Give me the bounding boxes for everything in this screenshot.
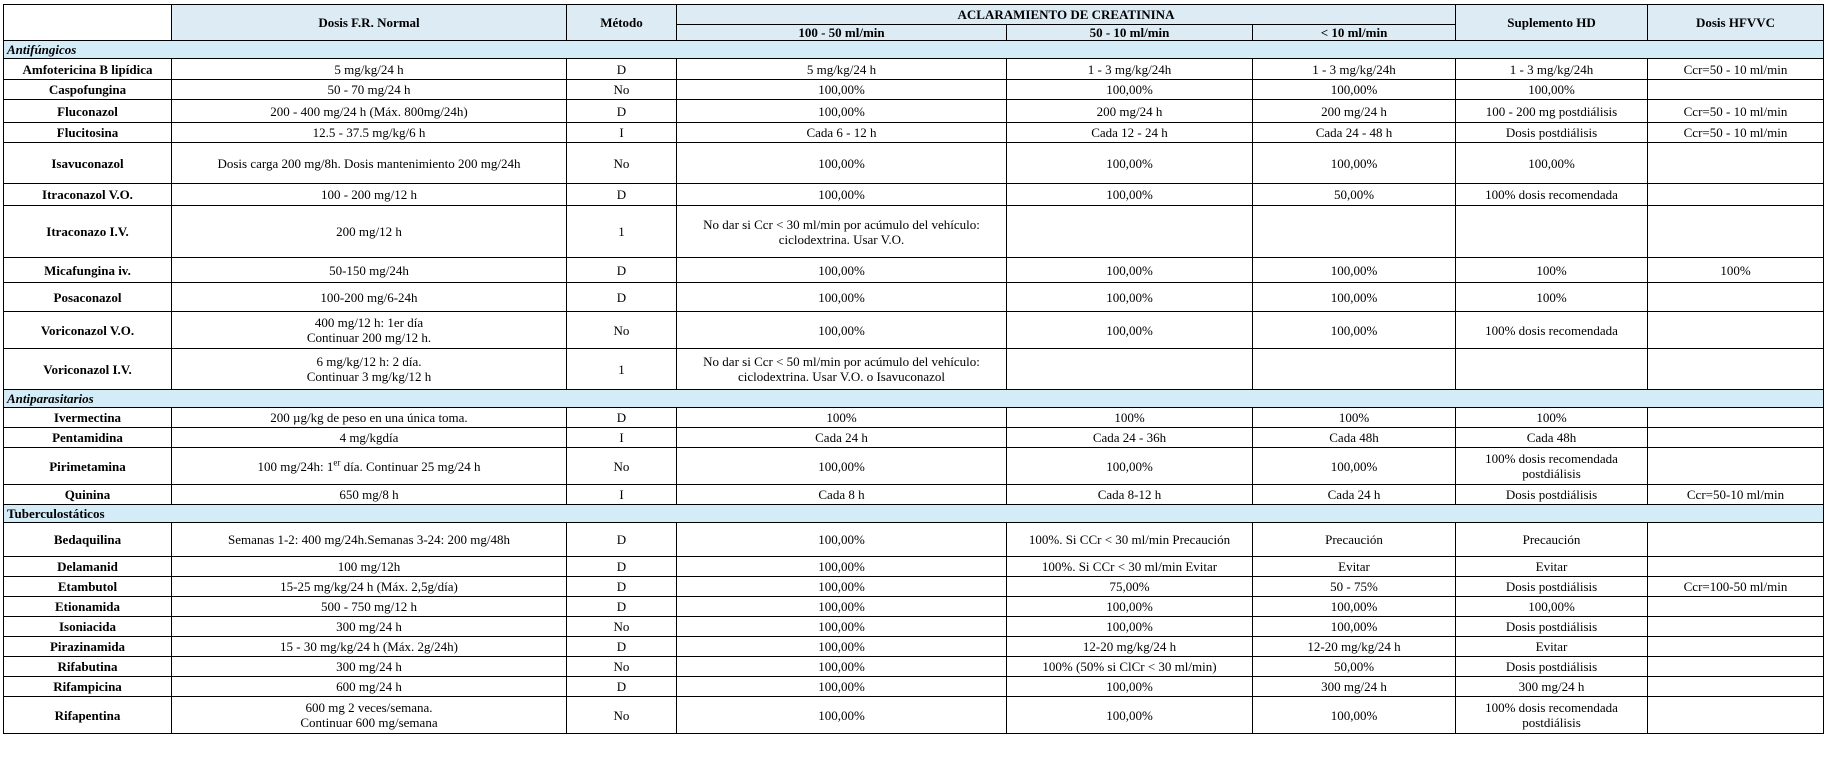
ccr-100-50: 100,00%: [677, 100, 1007, 123]
ccr-lt10: 100,00%: [1253, 448, 1456, 485]
table-row: [4, 523, 1824, 557]
section-label: Tuberculostáticos: [7, 506, 105, 521]
normal-dose: 4 mg/kgdía: [172, 428, 567, 448]
hfvvc-dose: Ccr=50 - 10 ml/min: [1648, 59, 1824, 80]
ccr-50-10: 100%: [1007, 408, 1253, 428]
ccr-lt10: 100,00%: [1253, 258, 1456, 283]
section-row: [4, 390, 1824, 408]
hd-supplement: Dosis postdiálisis: [1456, 617, 1648, 637]
table-row: [4, 577, 1824, 597]
hd-supplement: Evitar: [1456, 557, 1648, 577]
drug-name: Amfotericina B lipídica: [4, 59, 172, 80]
section-antifungicos: [4, 41, 1824, 59]
ccr-100-50: 100,00%: [677, 258, 1007, 283]
hd-supplement: 300 mg/24 h: [1456, 677, 1648, 697]
ccr-50-10: 100,00%: [1007, 143, 1253, 184]
method: No: [567, 617, 677, 637]
method: D: [567, 557, 677, 577]
hfvvc-dose: [1648, 597, 1824, 617]
table-row: [4, 283, 1824, 312]
ccr-lt10: 100,00%: [1253, 597, 1456, 617]
ccr-100-50: 100,00%: [677, 637, 1007, 657]
hd-supplement: Cada 48h: [1456, 428, 1648, 448]
table-row: [4, 312, 1824, 349]
drug-name: Itraconazo I.V.: [4, 206, 172, 258]
method: No: [567, 312, 677, 349]
normal-dose: Semanas 1-2: 400 mg/24h.Semanas 3-24: 200 mg/48h: [172, 523, 567, 557]
drug-name: Rifampicina: [4, 677, 172, 697]
normal-dose: [172, 349, 567, 390]
ccr-100-50: 100,00%: [677, 312, 1007, 349]
section-row: [4, 41, 1824, 59]
hfvvc-dose: [1648, 617, 1824, 637]
hfvvc-dose: [1648, 448, 1824, 485]
ccr-note: No dar si Ccr < 30 ml/min por acúmulo del vehículo: ciclodextrina. Usar V.O.: [677, 206, 1007, 258]
hd-supplement: 100 - 200 mg postdiálisis: [1456, 100, 1648, 123]
ccr-50-10: Cada 24 - 36h: [1007, 428, 1253, 448]
ccr-lt10: 50,00%: [1253, 657, 1456, 677]
hfvvc-dose: Ccr=50 - 10 ml/min: [1648, 100, 1824, 123]
method: D: [567, 184, 677, 206]
ccr-lt10: 100,00%: [1253, 143, 1456, 184]
ccr-lt10: 200 mg/24 h: [1253, 100, 1456, 123]
ccr-50-10: 100,00%: [1007, 448, 1253, 485]
hfvvc-dose: [1648, 697, 1824, 734]
ccr-50-10: 75,00%: [1007, 577, 1253, 597]
table-row: [4, 617, 1824, 637]
method: No: [567, 697, 677, 734]
normal-dose: 12.5 - 37.5 mg/kg/6 h: [172, 123, 567, 143]
table-row: [4, 677, 1824, 697]
hfvvc-dose: 100%: [1648, 258, 1824, 283]
hfvvc-dose: [1648, 80, 1824, 100]
ccr-100-50: 100,00%: [677, 184, 1007, 206]
hfvvc-dose: [1648, 312, 1824, 349]
normal-dose: Dosis carga 200 mg/8h. Dosis mantenimiento 200 mg/24h: [172, 143, 567, 184]
drug-name: Bedaquilina: [4, 523, 172, 557]
ccr-100-50: 100,00%: [677, 283, 1007, 312]
table-row: [4, 100, 1824, 123]
ccr-50-10: 100,00%: [1007, 597, 1253, 617]
dose-line: Continuar 600 mg/semana: [300, 715, 438, 730]
hfvvc-dose: [1648, 408, 1824, 428]
drug-name: Caspofungina: [4, 80, 172, 100]
hd-supplement: [1456, 349, 1648, 390]
ccr-100-50: 100,00%: [677, 80, 1007, 100]
normal-dose: [172, 312, 567, 349]
ccr-100-50: 100,00%: [677, 577, 1007, 597]
normal-dose: 200 mg/12 h: [172, 206, 567, 258]
ccr-lt10: Evitar: [1253, 557, 1456, 577]
hfvvc-dose: Ccr=50 - 10 ml/min: [1648, 123, 1824, 143]
ccr-50-10: 100,00%: [1007, 80, 1253, 100]
hfvvc-dose: [1648, 428, 1824, 448]
table-row: [4, 206, 1824, 258]
hd-supplement: Dosis postdiálisis: [1456, 657, 1648, 677]
hd-supplement: 100,00%: [1456, 80, 1648, 100]
dosing-table: [3, 4, 1824, 734]
hfvvc-dose: [1648, 184, 1824, 206]
ccr-50-10: 100,00%: [1007, 283, 1253, 312]
hd-supplement: 100%: [1456, 258, 1648, 283]
hfvvc-dose: [1648, 349, 1824, 390]
table-row: [4, 143, 1824, 184]
method: I: [567, 428, 677, 448]
ccr-100-50: 100,00%: [677, 557, 1007, 577]
ccr-50-10: [1007, 349, 1253, 390]
ccr-lt10: Precaución: [1253, 523, 1456, 557]
section-antiparasitarios: [4, 390, 1824, 408]
table-row: [4, 448, 1824, 485]
drug-name: Rifabutina: [4, 657, 172, 677]
ccr-lt10: 100,00%: [1253, 697, 1456, 734]
drug-name: Quinina: [4, 485, 172, 505]
hfvvc-dose: Ccr=50-10 ml/min: [1648, 485, 1824, 505]
ccr-lt10: 50 - 75%: [1253, 577, 1456, 597]
ccr-lt10: 100,00%: [1253, 617, 1456, 637]
table-row: [4, 637, 1824, 657]
normal-dose: 15 - 30 mg/kg/24 h (Máx. 2g/24h): [172, 637, 567, 657]
hfvvc-dose: [1648, 143, 1824, 184]
drug-name: Fluconazol: [4, 100, 172, 123]
ccr-50-10: 100,00%: [1007, 677, 1253, 697]
ccr-100-50: 100,00%: [677, 657, 1007, 677]
section-label: Antifúngicos: [7, 42, 77, 57]
ccr-50-10: Cada 8-12 h: [1007, 485, 1253, 505]
header-c50-10: 50 - 10 ml/min: [1007, 25, 1253, 41]
table-row: [4, 59, 1824, 80]
normal-dose: [172, 697, 567, 734]
header-hfvvc: Dosis HFVVC: [1648, 5, 1824, 41]
drug-name: Itraconazol V.O.: [4, 184, 172, 206]
method: No: [567, 80, 677, 100]
normal-dose: 500 - 750 mg/12 h: [172, 597, 567, 617]
ccr-100-50: 100,00%: [677, 697, 1007, 734]
drug-name: Voriconazol V.O.: [4, 312, 172, 349]
ccr-100-50: 100,00%: [677, 617, 1007, 637]
drug-name: Etionamida: [4, 597, 172, 617]
ccr-lt10: 12-20 mg/kg/24 h: [1253, 637, 1456, 657]
method: No: [567, 143, 677, 184]
table-row: [4, 657, 1824, 677]
normal-dose: 5 mg/kg/24 h: [172, 59, 567, 80]
ccr-50-10: 100,00%: [1007, 258, 1253, 283]
method: D: [567, 283, 677, 312]
section-tuberculostaticos: [4, 505, 1824, 523]
method: 1: [567, 206, 677, 258]
header-dosis: Dosis F.R. Normal: [172, 5, 567, 41]
method: D: [567, 100, 677, 123]
drug-name: Pirazinamida: [4, 637, 172, 657]
dose-text: 100 mg/24h: 1: [257, 458, 334, 474]
ccr-100-50: 100%: [677, 408, 1007, 428]
table-row: [4, 80, 1824, 100]
ccr-lt10: 100,00%: [1253, 312, 1456, 349]
table-row: [4, 123, 1824, 143]
method: D: [567, 59, 677, 80]
ccr-100-50: 100,00%: [677, 143, 1007, 184]
table-row: [4, 258, 1824, 283]
ccr-50-10: 100%. Si CCr < 30 ml/min Evitar: [1007, 557, 1253, 577]
ccr-100-50: 100,00%: [677, 448, 1007, 485]
method: No: [567, 448, 677, 485]
section-label: Antiparasitarios: [7, 391, 94, 406]
header-aclaramiento: ACLARAMIENTO DE CREATININA: [677, 5, 1456, 25]
ccr-50-10: 100,00%: [1007, 617, 1253, 637]
section-row: [4, 505, 1824, 523]
ccr-100-50: Cada 24 h: [677, 428, 1007, 448]
ccr-50-10: 100% (50% si ClCr < 30 ml/min): [1007, 657, 1253, 677]
header-c100-50: 100 - 50 ml/min: [677, 25, 1007, 41]
ccr-lt10: Cada 48h: [1253, 428, 1456, 448]
normal-dose: 300 mg/24 h: [172, 617, 567, 637]
drug-name: Etambutol: [4, 577, 172, 597]
ccr-lt10: [1253, 349, 1456, 390]
table-row: [4, 597, 1824, 617]
ccr-lt10: [1253, 206, 1456, 258]
drug-name: Pentamidina: [4, 428, 172, 448]
method: D: [567, 258, 677, 283]
normal-dose: 200 µg/kg de peso en una única toma.: [172, 408, 567, 428]
table-row: [4, 485, 1824, 505]
drug-name: Isavuconazol: [4, 143, 172, 184]
ccr-note: No dar si Ccr < 50 ml/min por acúmulo del vehículo: ciclodextrina. Usar V.O. o Isavuconazol: [677, 349, 1007, 390]
ccr-lt10: Cada 24 h: [1253, 485, 1456, 505]
normal-dose: 100 - 200 mg/12 h: [172, 184, 567, 206]
normal-dose: 300 mg/24 h: [172, 657, 567, 677]
ccr-100-50: 100,00%: [677, 677, 1007, 697]
ccr-50-10: Cada 12 - 24 h: [1007, 123, 1253, 143]
method: D: [567, 408, 677, 428]
hfvvc-dose: [1648, 523, 1824, 557]
hd-supplement: 100%: [1456, 283, 1648, 312]
ccr-50-10: 200 mg/24 h: [1007, 100, 1253, 123]
drug-name: Pirimetamina: [4, 448, 172, 485]
normal-dose: 50-150 mg/24h: [172, 258, 567, 283]
ccr-50-10: 100,00%: [1007, 312, 1253, 349]
hfvvc-dose: Ccr=100-50 ml/min: [1648, 577, 1824, 597]
dose-line: Continuar 200 mg/12 h.: [306, 330, 432, 345]
drug-name: Delamanid: [4, 557, 172, 577]
drug-name: Micafungina iv.: [4, 258, 172, 283]
table-row: [4, 408, 1824, 428]
normal-dose: 600 mg/24 h: [172, 677, 567, 697]
normal-dose: 200 - 400 mg/24 h (Máx. 800mg/24h): [172, 100, 567, 123]
normal-dose: [172, 448, 567, 485]
drug-name: Rifapentina: [4, 697, 172, 734]
table-row: [4, 184, 1824, 206]
method: D: [567, 637, 677, 657]
hd-supplement: Evitar: [1456, 637, 1648, 657]
ccr-100-50: 5 mg/kg/24 h: [677, 59, 1007, 80]
drug-name: Flucitosina: [4, 123, 172, 143]
normal-dose: 650 mg/8 h: [172, 485, 567, 505]
table-row: [4, 349, 1824, 390]
ccr-100-50: 100,00%: [677, 597, 1007, 617]
hd-supplement: 100%: [1456, 408, 1648, 428]
hfvvc-dose: [1648, 677, 1824, 697]
method: I: [567, 485, 677, 505]
ccr-lt10: Cada 24 - 48 h: [1253, 123, 1456, 143]
ccr-lt10: 100,00%: [1253, 283, 1456, 312]
ccr-lt10: 1 - 3 mg/kg/24h: [1253, 59, 1456, 80]
drug-name: Voriconazol I.V.: [4, 349, 172, 390]
ccr-50-10: 100%. Si CCr < 30 ml/min Precaución: [1007, 523, 1253, 557]
corner-cell: [4, 5, 172, 41]
hd-supplement: Dosis postdiálisis: [1456, 485, 1648, 505]
ccr-50-10: 100,00%: [1007, 697, 1253, 734]
hd-supplement: 100,00%: [1456, 143, 1648, 184]
dose-text: día. Continuar 25 mg/24 h: [340, 458, 481, 474]
table-row: [4, 697, 1824, 734]
hd-supplement: 100% dosis recomendada postdiálisis: [1456, 448, 1648, 485]
ccr-50-10: 12-20 mg/kg/24 h: [1007, 637, 1253, 657]
ccr-lt10: 100,00%: [1253, 80, 1456, 100]
normal-dose: 100-200 mg/6-24h: [172, 283, 567, 312]
hd-supplement: [1456, 206, 1648, 258]
dose-line: 6 mg/kg/12 h: 2 día.: [316, 354, 422, 369]
hd-supplement: 100% dosis recomendada: [1456, 184, 1648, 206]
normal-dose: 15-25 mg/kg/24 h (Máx. 2,5g/día): [172, 577, 567, 597]
ccr-lt10: 50,00%: [1253, 184, 1456, 206]
hd-supplement: 100% dosis recomendada postdiálisis: [1456, 697, 1648, 734]
method: D: [567, 597, 677, 617]
hd-supplement: Precaución: [1456, 523, 1648, 557]
hfvvc-dose: [1648, 557, 1824, 577]
hfvvc-dose: [1648, 637, 1824, 657]
hd-supplement: 100,00%: [1456, 597, 1648, 617]
dose-line: Continuar 3 mg/kg/12 h: [306, 369, 432, 384]
method: D: [567, 577, 677, 597]
hfvvc-dose: [1648, 283, 1824, 312]
header-c-lt10: < 10 ml/min: [1253, 25, 1456, 41]
dose-line: 400 mg/12 h: 1er día: [314, 315, 424, 330]
ccr-lt10: 100%: [1253, 408, 1456, 428]
header-suplemento: Suplemento HD: [1456, 5, 1648, 41]
table-row: [4, 557, 1824, 577]
ccr-100-50: 100,00%: [677, 523, 1007, 557]
ccr-50-10: [1007, 206, 1253, 258]
hd-supplement: 100% dosis recomendada: [1456, 312, 1648, 349]
dose-superscript: er: [333, 457, 341, 468]
method: D: [567, 523, 677, 557]
dose-line: 600 mg 2 veces/semana.: [305, 700, 433, 715]
hd-supplement: 1 - 3 mg/kg/24h: [1456, 59, 1648, 80]
header-metodo: Método: [567, 5, 677, 41]
method: No: [567, 657, 677, 677]
ccr-50-10: 100,00%: [1007, 184, 1253, 206]
method: D: [567, 677, 677, 697]
method: I: [567, 123, 677, 143]
drug-name: Ivermectina: [4, 408, 172, 428]
table-row: [4, 428, 1824, 448]
hd-supplement: Dosis postdiálisis: [1456, 577, 1648, 597]
drug-name: Isoniacida: [4, 617, 172, 637]
ccr-100-50: Cada 6 - 12 h: [677, 123, 1007, 143]
hfvvc-dose: [1648, 657, 1824, 677]
ccr-lt10: 300 mg/24 h: [1253, 677, 1456, 697]
method: 1: [567, 349, 677, 390]
hfvvc-dose: [1648, 206, 1824, 258]
ccr-100-50: Cada 8 h: [677, 485, 1007, 505]
drug-name: Posaconazol: [4, 283, 172, 312]
ccr-50-10: 1 - 3 mg/kg/24h: [1007, 59, 1253, 80]
normal-dose: 50 - 70 mg/24 h: [172, 80, 567, 100]
hd-supplement: Dosis postdiálisis: [1456, 123, 1648, 143]
normal-dose: 100 mg/12h: [172, 557, 567, 577]
